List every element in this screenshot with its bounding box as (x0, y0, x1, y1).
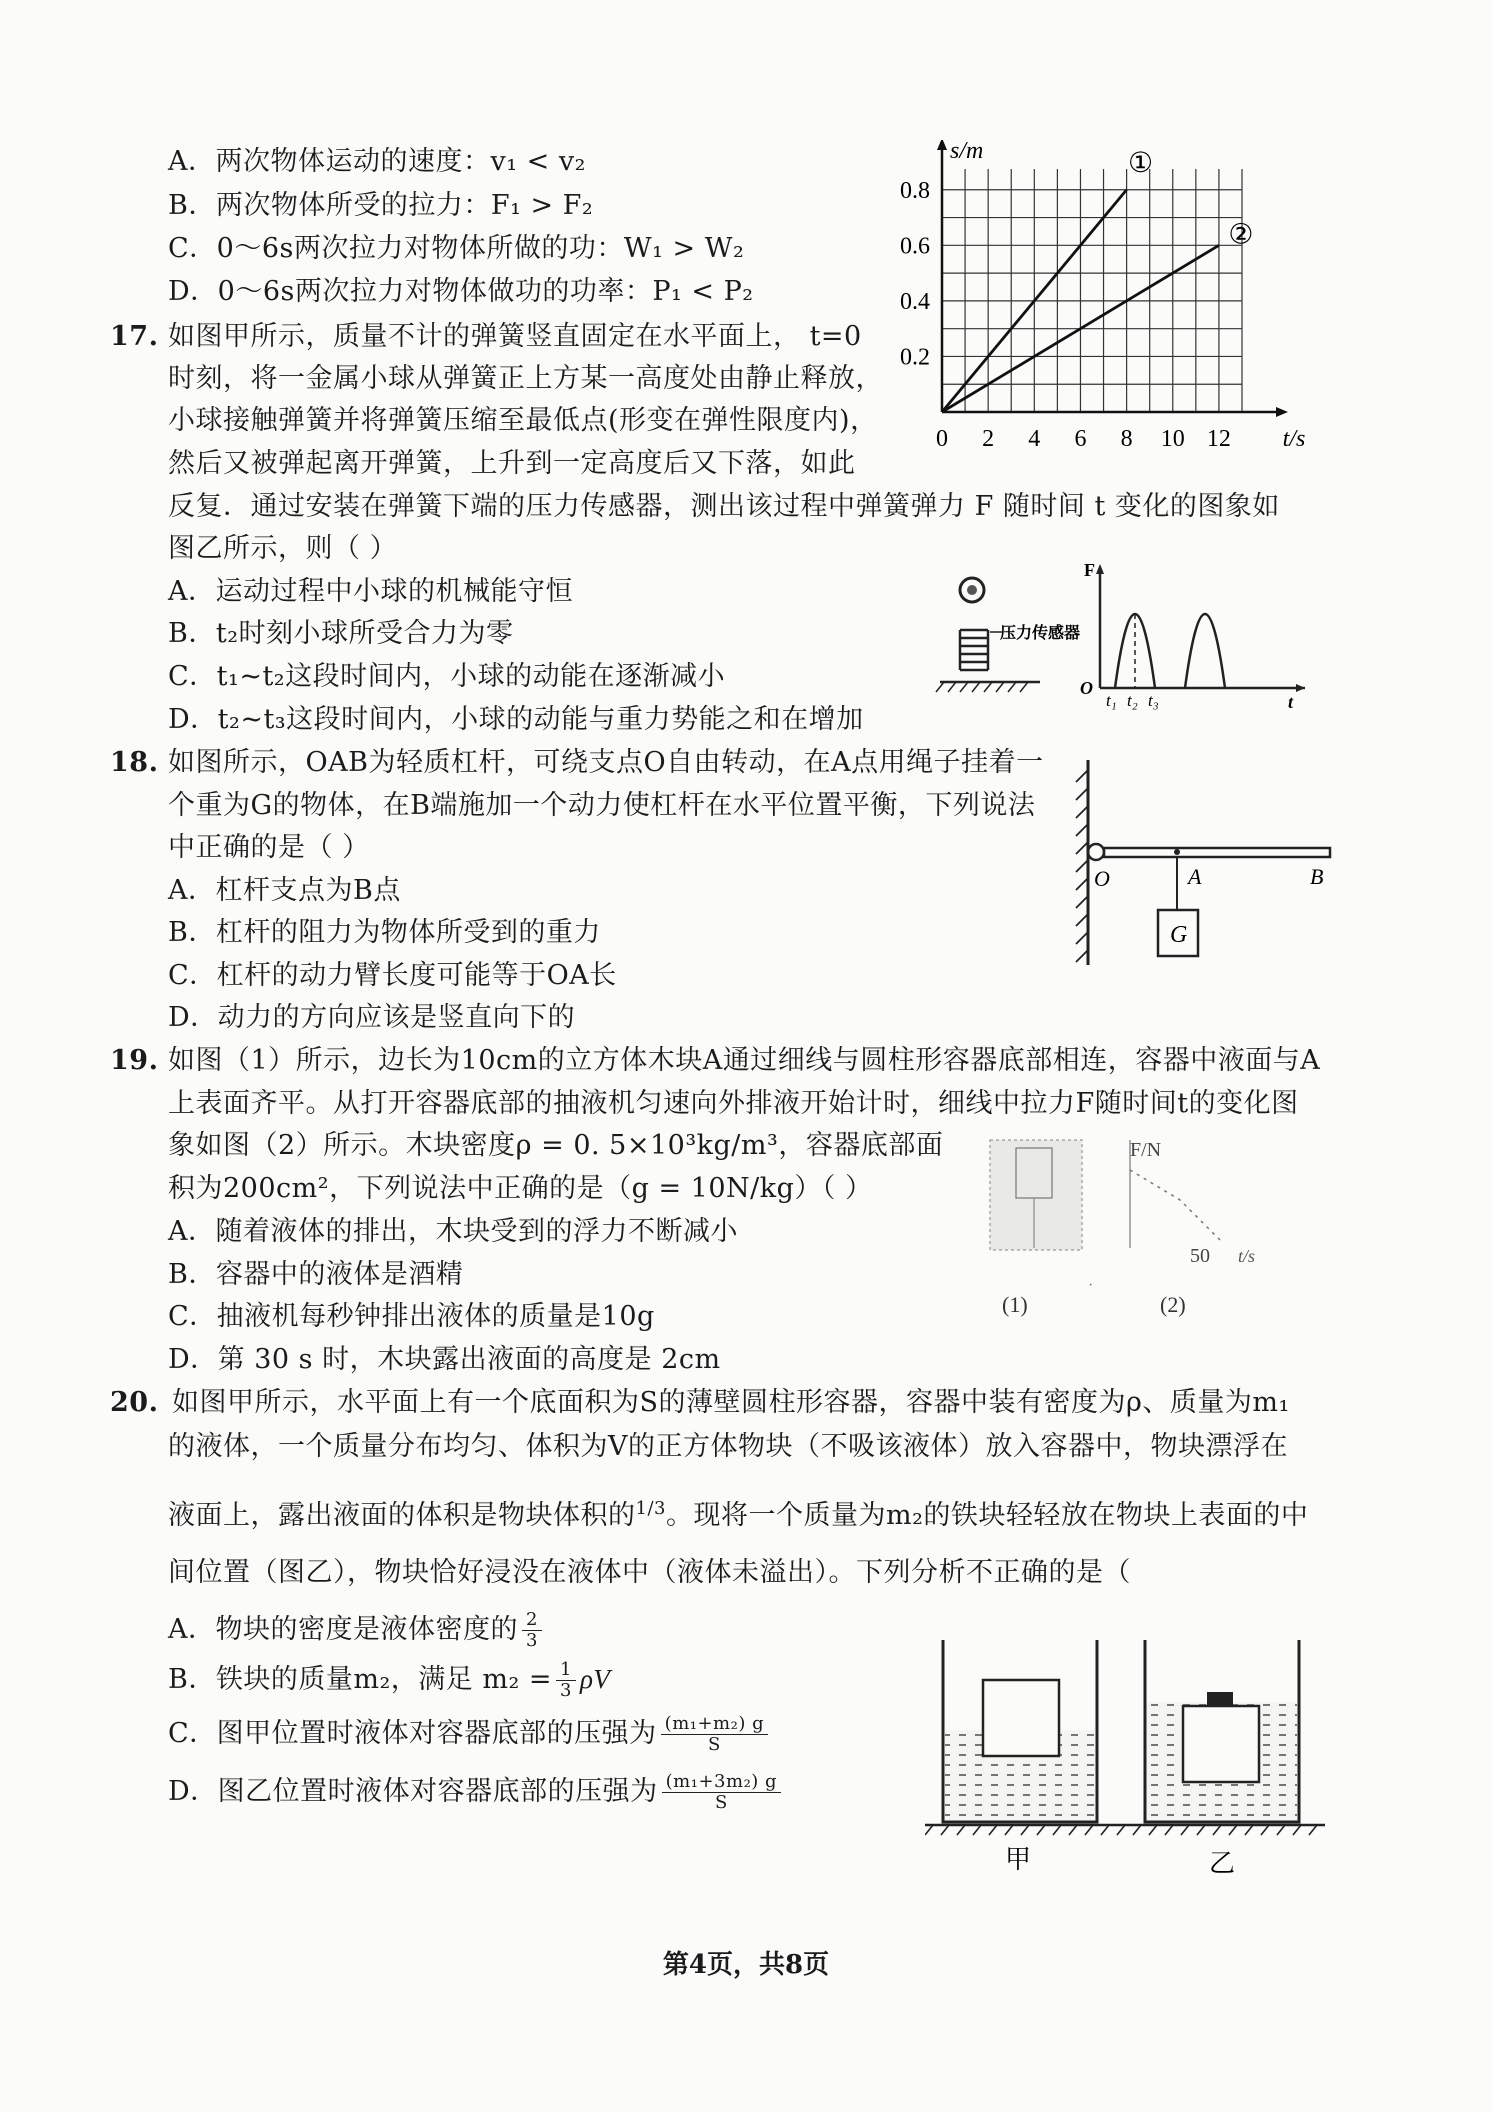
option-a-fraction: $\frac{2}{3}$ (522, 1610, 542, 1651)
q19-number: 19. (110, 1045, 159, 1076)
fig1-caption: (1) (1002, 1292, 1028, 1317)
stem3-part2: 。现将一个质量为m₂的铁块轻轻放在物块上表面的中 (665, 1500, 1309, 1531)
point-a-label: A (1188, 864, 1202, 889)
s-t-chart (880, 140, 1320, 460)
q16-option-a: A．两次物体运动的速度：v₁ < v₂ (168, 146, 586, 177)
q17-stem-line5: 反复．通过安装在弹簧下端的压力传感器，测出该过程中弹簧弹力 F 随时间 t 变化的图象如 (168, 491, 1280, 522)
t3-label: t₃ (1148, 691, 1159, 710)
option-c-text: C．图甲位置时液体对容器底部的压强为 (168, 1718, 657, 1749)
lever-figure (1070, 760, 1340, 970)
q17-stem-line2: 时刻，将一金属小球从弹簧正上方某一高度处由静止释放， (168, 363, 883, 394)
y-tick-label: 0.6 (900, 233, 930, 260)
q18-option-c: C．杠杆的动力臂长度可能等于OA长 (168, 960, 617, 991)
q17-stem-line3: 小球接触弹簧并将弹簧压缩至最低点(形变在弹性限度内)， (168, 405, 878, 436)
weight-g-label: G (1170, 922, 1188, 948)
q16-option-b: B．两次物体所受的拉力：F₁ > F₂ (168, 190, 594, 221)
q18-option-d: D．动力的方向应该是竖直向下的 (168, 1002, 576, 1033)
q20-stem-line2: 的液体，一个质量分布均匀、体积为V的正方体物块（不吸该液体）放入容器中，物块漂浮在 (168, 1431, 1288, 1462)
series-label-1: ① (1128, 147, 1154, 179)
q17-stem-line4: 然后又被弹起离开弹簧，上升到一定高度后又下落，如此 (168, 448, 856, 479)
sensor-label: 压力传感器 (1000, 625, 1081, 642)
x-tick-label: 6 (1074, 426, 1087, 452)
x-axis-label: t/s (1282, 426, 1306, 452)
q20-stem-line4: 间位置（图乙），物块恰好浸没在液体中（液体未溢出）。下列分析不正确的是（ (168, 1557, 1131, 1588)
svg-text:·: · (1088, 1277, 1094, 1294)
q16-option-c: C．0～6s两次拉力对物体所做的功：W₁ > W₂ (168, 233, 745, 264)
stem3-fraction: 1/3 (635, 1498, 666, 1519)
q17-option-d: D．t₂~t₃这段时间内，小球的动能与重力势能之和在增加 (168, 704, 864, 735)
option-b-tail: ρV (579, 1664, 611, 1694)
q20-option-b (168, 1660, 610, 1701)
t1-label: t₁ (1106, 691, 1117, 710)
force-time-graph (1080, 560, 1310, 710)
spring-icon (960, 630, 988, 670)
x-tick-label: 2 (982, 426, 995, 452)
container-yi (1145, 1640, 1299, 1822)
q17-option-b: B．t₂时刻小球所受合力为零 (168, 618, 514, 649)
q20-stem-line1: 如图甲所示，水平面上有一个底面积为S的薄壁圆柱形容器，容器中装有密度为ρ、质量为m₁ (172, 1387, 1290, 1418)
q19-option-c: C．抽液机每秒钟排出液体的质量是10g (168, 1301, 655, 1332)
q18-number: 18. (110, 747, 159, 778)
q20-stem-line3 (168, 1492, 1308, 1533)
q17-number: 17. (110, 321, 159, 352)
q19-figures (980, 1130, 1290, 1320)
fig2-caption: (2) (1160, 1292, 1186, 1317)
option-b-text: B．铁块的质量m₂，满足 m₂ = (168, 1664, 552, 1695)
x-tick-label: 8 (1120, 426, 1133, 452)
x-axis-arrow (1276, 407, 1288, 417)
q20-option-c (168, 1714, 772, 1755)
q17-stem-line1: 如图甲所示，质量不计的弹簧竖直固定在水平面上， t=0 (168, 321, 862, 352)
jia-caption: 甲 (1005, 1845, 1032, 1874)
container-figure-1 (990, 1140, 1082, 1250)
q19-stem-line4: 积为200cm²，下列说法中正确的是（g = 10N/kg）（ ） (168, 1173, 873, 1204)
pivot-o-label: O (1094, 866, 1110, 891)
iron-block-icon (1207, 1692, 1233, 1706)
spring-sensor-figure (930, 560, 1090, 700)
t2-label: t₂ (1127, 691, 1138, 710)
fig2-t-label: t/s (1238, 1246, 1256, 1266)
series-label-2: ② (1228, 219, 1254, 251)
option-b-fraction: $\frac{1}{3}$ (556, 1660, 576, 1701)
yi-caption: 乙 (1209, 1849, 1236, 1878)
fig2-f-label: F/N (1130, 1139, 1162, 1161)
q20-number: 20. (110, 1387, 159, 1418)
option-c-fraction: $\frac{\text{(m₁+m₂) g}}{S}$ (661, 1714, 768, 1755)
q17-stem-line6: 图乙所示，则（ ） (168, 533, 398, 564)
q17-option-a: A．运动过程中小球的机械能守恒 (168, 576, 573, 607)
q19-option-b: B．容器中的液体是酒精 (168, 1259, 464, 1290)
stem3-part1: 液面上，露出液面的体积是物块体积的 (168, 1500, 636, 1531)
q20-containers-figure (925, 1640, 1325, 1880)
option-a-text: A．物块的密度是液体密度的 (168, 1614, 518, 1645)
y-tick-label: 0.4 (900, 288, 930, 315)
page-footer: 第4页，共8页 (662, 1950, 830, 1980)
q17-option-c: C．t₁~t₂这段时间内，小球的动能在逐渐减小 (168, 661, 726, 692)
q19-stem-line2: 上表面齐平。从打开容器底部的抽液机匀速向外排液开始计时，细线中拉力F随时间t的变化图 (168, 1088, 1299, 1119)
q19-stem-line1: 如图（1）所示，边长为10cm的立方体木块A通过细线与圆柱形容器底部相连，容器中液面与A (168, 1045, 1321, 1076)
q18-stem-line3: 中正确的是（ ） (168, 832, 370, 863)
q20-option-a (168, 1610, 546, 1651)
option-d-fraction: $\frac{\text{(m₁+3m₂) g}}{S}$ (662, 1772, 781, 1813)
q18-option-b: B．杠杆的阻力为物体所受到的重力 (168, 917, 601, 948)
q19-option-d: D．第 30 s 时，木块露出液面的高度是 2cm (168, 1344, 721, 1375)
origin-label: O (1080, 678, 1093, 698)
q18-stem-line2: 个重为G的物体，在B端施加一个动力使杠杆在水平位置平衡，下列说法 (168, 790, 1036, 821)
q18-stem-line1: 如图所示，OAB为轻质杠杆，可绕支点O自由转动，在A点用绳子挂着一 (168, 747, 1044, 778)
y-axis-arrow (937, 140, 947, 150)
q18-option-a: A．杠杆支点为B点 (168, 875, 401, 906)
x-tick-label: 10 (1160, 426, 1185, 452)
t-axis-label: t (1288, 692, 1294, 710)
option-d-text: D．图乙位置时液体对容器底部的压强为 (168, 1776, 658, 1807)
container-jia (943, 1640, 1097, 1822)
q16-option-d: D．0～6s两次拉力对物体做功的功率：P₁ < P₂ (168, 276, 754, 307)
fig2-50-label: 50 (1190, 1245, 1210, 1267)
y-tick-label: 0.2 (900, 344, 930, 371)
q19-option-a: A．随着液体的排出，木块受到的浮力不断减小 (168, 1216, 738, 1247)
point-b-label: B (1310, 864, 1324, 889)
x-tick-label: 4 (1028, 426, 1041, 452)
y-axis-label: s/m (950, 140, 984, 164)
q19-stem-line3: 象如图（2）所示。木块密度ρ = 0. 5×10³kg/m³，容器底部面 (168, 1130, 944, 1161)
q20-option-d (168, 1772, 785, 1813)
f-axis-label: F (1084, 560, 1095, 580)
x-tick-label: 12 (1206, 426, 1231, 452)
y-tick-label: 0.8 (900, 177, 930, 204)
x-tick-label: 0 (936, 426, 948, 452)
